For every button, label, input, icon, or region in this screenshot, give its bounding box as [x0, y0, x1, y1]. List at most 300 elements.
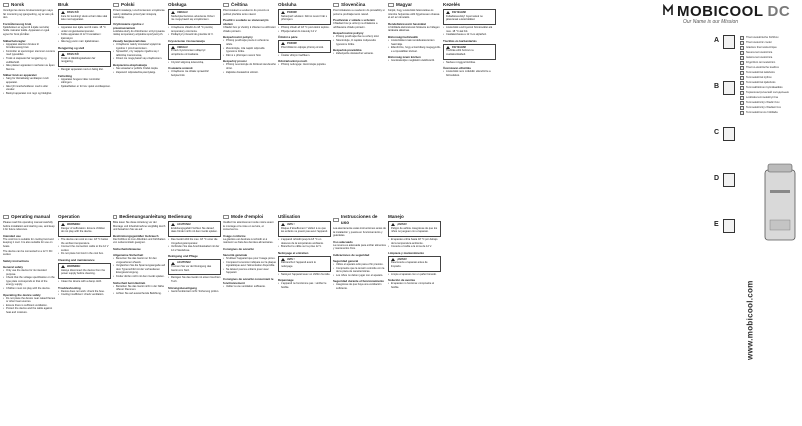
column-es2	[388, 214, 441, 422]
product-legend	[740, 35, 798, 147]
mobicool-logo-icon	[663, 4, 673, 16]
list-item: • Ikke plasser apparatet i nærheten av åpen flamme.	[3, 64, 56, 71]
warning-box	[388, 221, 441, 237]
language-flag-icon	[740, 81, 744, 85]
bullet-list	[58, 68, 111, 72]
bullet-list	[58, 238, 111, 256]
warning-triangle-icon	[61, 265, 65, 268]
column-title-text: Norsk	[11, 2, 25, 7]
column-title	[58, 214, 111, 220]
list-item: • Do not place hot food in the cool box.	[58, 252, 111, 256]
section-heading: Indicaciones de seguridad	[333, 252, 370, 257]
list-item: • Das Gerät kühlt bis max. 18 °C unter die Umgebungstemperatur.	[168, 238, 221, 245]
warning-text: Erstickungsgefahr! Achten Sie darauf, dass Kinder nicht mit dem Gerät spielen.	[171, 226, 218, 234]
list-item: • Sprawdzić, czy napięcie zgadza się z tabliczką znamionową.	[113, 50, 166, 57]
bullet-list	[333, 35, 386, 46]
column-title	[223, 2, 276, 8]
warning-text: Danger of suffocation. Ensure children do not play with the device.	[61, 226, 106, 234]
figure-illustration	[723, 127, 735, 141]
bullet-list	[3, 43, 56, 72]
list-item: • Prístroj používajte iba na určený účel.	[333, 35, 386, 39]
section-heading: Bestimmungsgemäßer Gebrauch	[113, 233, 159, 238]
figure-letter: B	[714, 83, 720, 90]
bullet-list	[333, 263, 386, 277]
warning-text: Desconecte el aparato antes de limpiarlo.	[391, 261, 428, 268]
bullet-list	[3, 297, 56, 315]
column-title	[388, 214, 441, 220]
section-heading: Operating the device safely	[3, 292, 41, 297]
column-title	[333, 214, 386, 226]
warning-box	[58, 263, 111, 279]
legend-label: Термоэлектрический холодильник	[746, 91, 789, 94]
list-item: • El aparato no funciona: compruebe el fusible.	[388, 282, 441, 289]
list-item: • Comparez la tension indiquée sur la plaque signalétique avec l’alimentation disponible.	[223, 261, 276, 268]
language-flag-icon	[223, 3, 229, 7]
section-heading: Bezpieczna eksploatacja	[113, 62, 147, 67]
column-title-text: Instrucciones de uso	[340, 214, 378, 225]
column-title	[3, 214, 56, 220]
section-heading: General safety	[3, 264, 23, 269]
column-title-text: Bedienungsanleitung	[119, 214, 166, 219]
list-item: • The device can cool to max. 18 °C below the ambient temperature.	[58, 238, 111, 245]
column-title	[388, 2, 441, 8]
figure-letter: C	[714, 129, 720, 136]
section-heading: Seguridad general	[333, 258, 359, 263]
warning-title-text: ACHTUNG!	[177, 223, 191, 226]
column-title-text: Polski	[121, 2, 135, 7]
list-item: • Kjøleeffekten er for lav: sjekk ventilasjonen.	[58, 85, 111, 89]
language-flag-icon	[740, 66, 744, 70]
section-heading: Solución de averías	[388, 278, 416, 283]
list-item: • Trekk ut støpselet før rengjøring og vedlikehold.	[3, 57, 56, 64]
list-item: • A készülék nem működik: ellenőrizze a biztosítékot.	[443, 70, 496, 77]
bullet-list	[443, 61, 496, 65]
warning-box	[278, 9, 331, 25]
bullet-list	[443, 70, 496, 77]
list-item: • Nedves ronggyal tisztítsa.	[443, 61, 496, 65]
column-title	[113, 214, 166, 220]
legend-label: Lodówka termoelektryczna	[746, 96, 778, 99]
list-item: • N’utilisez l’appareil que pour l’usage prévu.	[223, 257, 276, 261]
warning-box	[168, 221, 221, 237]
list-item: • Clean the device with a damp cloth.	[58, 280, 111, 284]
brand-header	[665, 3, 799, 25]
column-fr	[223, 214, 276, 422]
paragraph: Lodówka służy do chłodzenia i utrzymywania niskiej temperatury artykułów spożywczych.	[113, 29, 165, 37]
list-item: • Compruebe que la tensión coincide con la de la placa de características.	[333, 267, 386, 274]
warning-triangle-icon	[281, 223, 285, 226]
paragraph: Chladicí box je vhodný k chlazení a udržování chladu potravin.	[223, 26, 276, 33]
bullet-list	[113, 43, 166, 61]
list-item: • Los niños no deben jugar con el aparato.	[333, 274, 386, 278]
column-title	[3, 2, 56, 8]
warning-text: Fulladásveszély! Gyermekek ne játsszanak a készülékkel.	[446, 14, 483, 22]
section-heading: Störungsbeseitigung	[168, 285, 197, 290]
list-item: • Czyścić wilgotną ściereczką.	[168, 61, 221, 65]
list-item: • Connect the connection cable to the 12 V socket.	[58, 245, 111, 252]
warning-text: Nebezpečí udušení. Děti si nesmí hrát s přístrojem.	[281, 14, 327, 22]
paragraph: La glacière est destinée à refroidir et à maintenir au frais des denrées alimentaires.	[223, 237, 274, 245]
column-title-text: Utilisation	[278, 214, 301, 219]
bullet-list	[168, 276, 221, 283]
column-title-text: Operating manual	[11, 214, 51, 219]
column-pl	[113, 2, 166, 210]
section-heading: Používanie v súlade s určením	[333, 18, 375, 23]
bullet-list	[168, 290, 221, 294]
brand-title: MOBICOOL	[677, 3, 764, 20]
list-item: • Přístroj neumísťujte do blízkosti otevřeného ohně.	[223, 63, 276, 70]
cooler-product-icon	[762, 160, 798, 250]
list-item: • El aparato enfría hasta 18 °C por debajo de la temperatura ambiente.	[388, 238, 441, 245]
list-item: • Children must not play with the device.	[3, 287, 56, 291]
warning-text: Tisztítás előtt húzza ki a csatlakozókábelt.	[446, 49, 474, 56]
list-item: • Do not place the device near naked flames or other heat sources.	[3, 297, 56, 304]
warning-box	[443, 44, 496, 60]
list-item: • Conecte el cable a la toma de 12 V.	[388, 245, 441, 249]
section-heading: Consignes de sécurité	[223, 246, 254, 251]
brand-name	[677, 3, 799, 20]
list-item: • Urządzenie nie działa: sprawdzić bezpiecznik.	[168, 70, 221, 77]
paragraph: Kjøleboksen er egnet til å kjøle ned eller holde matvarer kalde. Apparatet er også egnet for bruk på båter.	[3, 25, 50, 36]
section-heading: Použití v souladu se stanoveným účelem	[223, 18, 269, 27]
language-flag-icon	[740, 36, 744, 40]
language-flag-icon	[740, 41, 744, 45]
figure-letter: E	[714, 221, 719, 228]
list-item: • Gerät funktioniert nicht: Sicherung prüfen.	[168, 290, 221, 294]
list-item: • Děti si s přístrojem nesmí hrát.	[223, 54, 276, 58]
warning-box	[278, 221, 331, 237]
column-en	[3, 214, 56, 422]
legend-label: Termoelektrisk køleboks	[746, 71, 775, 74]
bullet-list	[278, 26, 331, 33]
section-heading: Troubleshooting	[58, 285, 81, 290]
section-heading: Sécurité générale	[223, 252, 248, 257]
list-item: • Skontrolujte, či napätie zodpovedá typovému štítku.	[333, 39, 386, 46]
section-heading: Čištění a péče	[278, 35, 298, 40]
language-flag-icon	[740, 76, 744, 80]
language-flag-icon	[740, 71, 744, 75]
language-flag-icon	[3, 215, 9, 219]
list-item: • Device does not work: check the fuse.	[58, 290, 111, 294]
column-title-text: Kezelés	[443, 2, 461, 7]
legend-label: Termoelektrický chladiaci box	[746, 106, 781, 109]
list-item: • Apparatet fungerer ikke: kontroller sikringen.	[58, 78, 111, 85]
list-item: • Koble apparatet til 12 V kontakten i kjøretøyet.	[58, 33, 111, 40]
bullet-list	[168, 26, 221, 37]
section-heading: Usuwanie usterek	[168, 66, 193, 71]
section-heading: Intended use	[3, 233, 21, 238]
legend-label: Glacière thermoélectrique	[746, 46, 777, 49]
paragraph: The cool box is suitable for cooling food and keeping it cool. It is also suitable for use on boats.	[3, 237, 54, 248]
column-fr2	[278, 214, 331, 422]
section-heading: Consignes de sécurité concernant le fonctionnement	[223, 276, 274, 285]
column-no2	[58, 2, 111, 210]
warning-text: Peligro de asfixia. Asegúrese de que los niños no jueguen con el aparato.	[391, 226, 438, 234]
language-flag-icon	[740, 51, 744, 55]
warning-title-text: WARNING!	[67, 223, 81, 226]
warning-triangle-icon	[171, 11, 175, 14]
website-vertical: www.mobicool.com	[745, 280, 755, 360]
figure-letter: D	[714, 175, 720, 182]
column-en2	[58, 214, 111, 422]
section-heading: Biztonsági tudnivalók	[388, 34, 418, 39]
list-item: • Only use the device for its intended purpose.	[3, 269, 56, 276]
bullet-list	[278, 282, 331, 289]
column-title-text: Slovenčina	[341, 2, 366, 7]
language-flag-icon	[113, 215, 117, 219]
column-title-text: Čeština	[231, 2, 248, 7]
warning-text: Risque d’étouffement ! Veillez à ce que les enfants ne jouent pas avec l’appareil.	[281, 226, 328, 234]
warning-title-text: AVIS !	[287, 257, 295, 261]
warning-title-text: ¡AVISO!	[397, 257, 407, 261]
list-item: • Ne laissez pas les enfants jouer avec l’appareil.	[223, 268, 276, 275]
column-de2	[168, 214, 221, 422]
bullet-list	[3, 77, 56, 95]
list-item: • Cooling insufficient: check ventilation.	[58, 293, 111, 297]
column-title	[58, 2, 111, 8]
paragraph: Vennligst les denne bruksanvisningen nøye før montering og igangsetting, og ta vare på den.	[3, 9, 54, 20]
legend-label: Termoelektrisk kylbox	[746, 76, 772, 79]
section-heading: Cleaning and maintenance	[58, 257, 95, 262]
column-title-text: Bedienung	[168, 214, 192, 219]
warning-triangle-icon	[61, 11, 65, 14]
list-item: • Veillez à une ventilation suffisante.	[223, 285, 276, 289]
section-heading: Seguridad durante el funcionamiento	[333, 279, 385, 284]
legend-label: Thermoelektrische Kühlbox	[746, 36, 779, 39]
figure-letter: A	[714, 37, 720, 44]
legend-item	[740, 110, 798, 115]
warning-title-text: PASS PÅ!	[67, 52, 80, 56]
section-heading: Bezpečný provoz	[223, 59, 247, 64]
column-pl2	[168, 2, 221, 210]
brand-tagline: Our Name is our Mission	[683, 19, 739, 25]
bullet-list	[223, 63, 276, 74]
column-title-text: Manejo	[388, 214, 404, 219]
bullet-list	[113, 257, 166, 279]
paragraph: Kérjük, hogy a készülék felszerelése és üzembe helyezése előtt figyelmesen olvassa el ezt az útmutatót.	[388, 9, 440, 20]
section-heading: Tisztítás és karbantartás	[443, 38, 477, 43]
bullet-list	[278, 63, 331, 67]
column-sk	[333, 2, 386, 210]
language-flag-icon	[740, 111, 744, 115]
warning-title-text: AVIS !	[287, 223, 295, 226]
list-item: • Nettoyez l’appareil avec un chiffon humide.	[278, 273, 331, 277]
brand-suffix: DC	[767, 3, 791, 20]
column-title	[113, 2, 166, 8]
list-item: • Urządzenie chłodzi do 18 °C poniżej temperatury otoczenia.	[168, 26, 221, 33]
figure-illustration	[723, 81, 735, 95]
list-item: • Utilice el aparato sólo para el fin previsto.	[333, 263, 386, 267]
legend-label: Frigorifero termoelettrico	[746, 61, 776, 64]
paragraph: Chladiaci box je určený na chladenie a udržiavanie chladu potravín.	[333, 22, 378, 29]
column-title	[278, 2, 331, 8]
paragraph: Bitte lesen Sie diese Anleitung vor der Montage und Inbetriebnahme sorgfältig durch und bewahren Sie sie auf.	[113, 221, 166, 232]
paragraph: Před instalací a uvedením do provozu si pečlivě přečtěte tento návod.	[223, 9, 270, 16]
legend-label: Thermoelectric cooler	[746, 41, 772, 44]
warning-triangle-icon	[171, 223, 175, 226]
list-item: • L’appareil refroidit jusqu’à 18 °C en dessous de la température ambiante.	[278, 238, 331, 245]
legend-label: Geleira termoeléctrica	[746, 56, 773, 59]
warning-triangle-icon	[391, 223, 395, 226]
column-title-text: Operation	[58, 214, 80, 219]
section-heading: Formålsmessig bruk	[3, 21, 32, 26]
list-item: • Kontroller at spenningen stemmer overens med typeskiltet.	[3, 50, 56, 57]
list-item: • Zajistěte dostatečné větrání.	[223, 71, 276, 75]
section-heading: Sicherheit beim Betrieb	[113, 280, 146, 285]
list-item: • Ikke fyll innerbeholderen med is eller væsker.	[3, 85, 56, 92]
list-item: • Branchez le câble sur la prise 12 V.	[278, 245, 331, 249]
bullet-list	[278, 54, 331, 58]
section-heading: Rendeltetésszerű használat	[388, 21, 426, 26]
list-item: • Ikke legg varm mat i kjøleboksen.	[58, 40, 111, 44]
warning-title-text: ACHTUNG!	[177, 261, 191, 265]
section-heading: Allgemeine Sicherheit	[113, 252, 144, 257]
column-title	[223, 214, 276, 220]
paragraph: A hűtőláda élelmiszerek hűtésére és hidegen tartására alkalmas.	[388, 25, 440, 33]
warning-triangle-icon	[281, 11, 285, 14]
section-heading: Zasady bezpieczeństwa	[113, 38, 146, 43]
language-flag-icon	[740, 46, 744, 50]
section-heading: Czyszczenie i konserwacja	[168, 38, 205, 43]
bullet-list	[113, 285, 166, 296]
language-flag-icon	[3, 3, 9, 7]
figure-list	[714, 35, 736, 265]
bullet-list	[278, 238, 331, 249]
list-item: • A készüléket csak rendeltetésszerűen használja.	[388, 39, 441, 46]
list-item: • Achten Sie auf ausreichende Belüftung.	[113, 292, 166, 296]
list-item: • Zabezpečte dostatočné vetranie.	[333, 52, 386, 56]
column-cs2	[278, 2, 331, 210]
language-flag-icon	[740, 101, 744, 105]
paragraph: La nevera es adecuada para enfriar alimentos y mantenerlos fríos.	[333, 243, 386, 251]
bullet-list	[333, 283, 386, 290]
figure-illustration	[723, 219, 735, 233]
column-title-text: Mode d’emploi	[231, 214, 264, 219]
bullet-list	[223, 257, 276, 275]
warning-title-text: ¡AVISO!	[397, 223, 407, 226]
list-item: • Benutzen Sie das Gerät nur für den vorgesehenen Zweck.	[113, 257, 166, 264]
list-item: • Limpie el aparato con un paño húmedo.	[388, 273, 441, 277]
bullet-list	[168, 61, 221, 65]
list-item: • Csatlakoztassa a 12 V-os aljzathoz.	[443, 33, 496, 37]
list-item: • Vergleichen Sie die Spannungsangabe auf dem Typenschild mit der vorhandenen Energieversorgung.	[113, 264, 166, 275]
section-heading: Bezpečná prevádzka	[333, 48, 362, 53]
warning-text: Trekk ut tilkoblingskabelen før rengjøring.	[61, 56, 96, 64]
warning-title-text: FIGYELEM!	[452, 45, 467, 49]
column-hu2	[443, 2, 496, 210]
column-title-text: Bruk	[58, 2, 69, 7]
paragraph: Veuillez lire attentivement cette notice avant le montage et la mise en service, et conservez-la.	[223, 221, 274, 232]
column-no	[3, 2, 56, 210]
paragraph: Die Kühlbox ist zum Abkühlen und Kühlhalten von Lebensmitteln geeignet.	[113, 237, 166, 245]
section-heading: Sikkerhetsregler	[3, 38, 26, 43]
language-flag-icon	[388, 3, 394, 7]
bullet-list	[278, 273, 331, 277]
list-item: • Beskytt apparatet mot regn og fuktighet.	[3, 92, 56, 96]
language-flag-icon	[740, 86, 744, 90]
legend-label: Termoelektrický chladicí box	[746, 101, 780, 104]
column-de	[113, 214, 166, 422]
column-es	[333, 214, 386, 422]
list-item: • Kinder dürfen nicht mit dem Gerät spielen.	[113, 275, 166, 279]
language-flag-icon	[740, 106, 744, 110]
list-item: • Sørg for tilstrekkelig ventilasjon rundt apparatet.	[3, 77, 56, 84]
warning-title-text: PASS PÅ!	[67, 11, 80, 14]
list-item: • Ellenőrizze, hogy a feszültség megegyezik-e a típustáblán lévővel.	[388, 46, 441, 53]
bullet-list	[223, 39, 276, 57]
section-heading: Bezpečnostné pokyny	[333, 31, 364, 36]
list-item: • Dzieci nie mogą bawić się urządzeniem.	[113, 57, 166, 61]
paragraph: Pred inštaláciou a uvedením do prevádzky si pozorne prečítajte tento návod.	[333, 9, 385, 16]
list-item: • Podłączyć przewód do gniazda 12 V.	[168, 33, 221, 37]
column-title	[168, 214, 221, 220]
language-flag-icon	[740, 91, 744, 95]
column-title-text: Magyar	[396, 2, 413, 7]
list-item: • Připojte kabel do zásuvky 12 V.	[278, 30, 331, 34]
warning-box	[58, 221, 111, 237]
list-item: • Betreiben Sie das Gerät nicht in der Nähe offener Flammen.	[113, 285, 166, 292]
bullet-list	[223, 285, 276, 289]
list-item: • Přístroj používejte pouze k určenému účelu.	[223, 39, 276, 46]
bullet-list	[58, 78, 111, 89]
list-item: • Rengjør apparatet med en fuktig klut.	[58, 68, 111, 72]
section-heading: Üzemzavar-elhárítás	[443, 66, 471, 71]
list-item: • Přístroj nefunguje: zkontrolujte pojistku.	[278, 63, 331, 67]
section-heading: Safety instructions	[3, 258, 30, 263]
warning-text: Trennen Sie vor der Reinigung das Gerät vom Netz.	[171, 264, 212, 272]
legend-label: Termosähköinen kylmälaatikko	[746, 86, 783, 89]
section-heading: Uso adecuado	[333, 239, 353, 244]
bullet-list	[388, 282, 441, 289]
language-flag-icon	[740, 61, 744, 65]
bullet-list	[3, 269, 56, 291]
column-title-text: Obsługa	[168, 2, 187, 7]
section-heading: Usage conforme	[223, 233, 246, 238]
section-heading: Użytkowanie zgodne z przeznaczeniem	[113, 21, 144, 30]
section-heading: Dépannage	[278, 278, 294, 283]
section-heading: Bezpečnostní pokyny	[223, 35, 253, 40]
warning-text: Před čištěním odpojte přístroj od sítě.	[281, 45, 324, 49]
column-hu	[388, 2, 441, 210]
warning-title-text: UWAGA!	[177, 11, 188, 14]
list-item: • Check that the voltage specification on the type plate corresponds to that of the energy supply.	[3, 276, 56, 287]
warning-triangle-icon	[446, 11, 450, 14]
section-heading: Biztonság üzem közben	[388, 55, 421, 60]
list-item: • Zapewnić odpowiednią wentylację.	[113, 71, 166, 75]
warning-box	[168, 9, 221, 25]
legend-label: Thermo-elektrische koelbox	[746, 66, 780, 69]
warning-box	[58, 9, 111, 25]
list-item: • L’appareil ne fonctionne pas : vérifiez le fusible.	[278, 282, 331, 289]
list-item: • A készülék a környezeti hőmérséklet alá max. 18 °C-kal hűt.	[443, 26, 496, 33]
warning-title-text: POZOR!	[287, 11, 298, 14]
language-flag-icon	[113, 3, 119, 7]
column-title	[278, 214, 331, 220]
list-item: • Čistěte vlhkým hadříkem.	[278, 54, 331, 58]
warning-box	[58, 51, 111, 67]
bullet-list	[58, 26, 111, 44]
section-heading: Odstraňování poruch	[278, 59, 308, 64]
paragraph: The device can be connected to a 12 V DC socket.	[3, 249, 53, 257]
section-heading: Limpieza y mantenimiento	[388, 250, 425, 255]
list-item: • Nie ustawiać w pobliżu źródeł ciepła.	[113, 67, 166, 71]
bullet-list	[113, 67, 166, 74]
section-heading: Rengjøring og stell	[58, 45, 85, 50]
bullet-list	[333, 52, 386, 56]
list-item: • Apparatet kan kjøle ned til maks. 18 °C under omgivelsestemperatur.	[58, 26, 111, 33]
section-heading: Sicherheitshinweise	[113, 246, 141, 251]
figure-illustration	[723, 35, 735, 49]
